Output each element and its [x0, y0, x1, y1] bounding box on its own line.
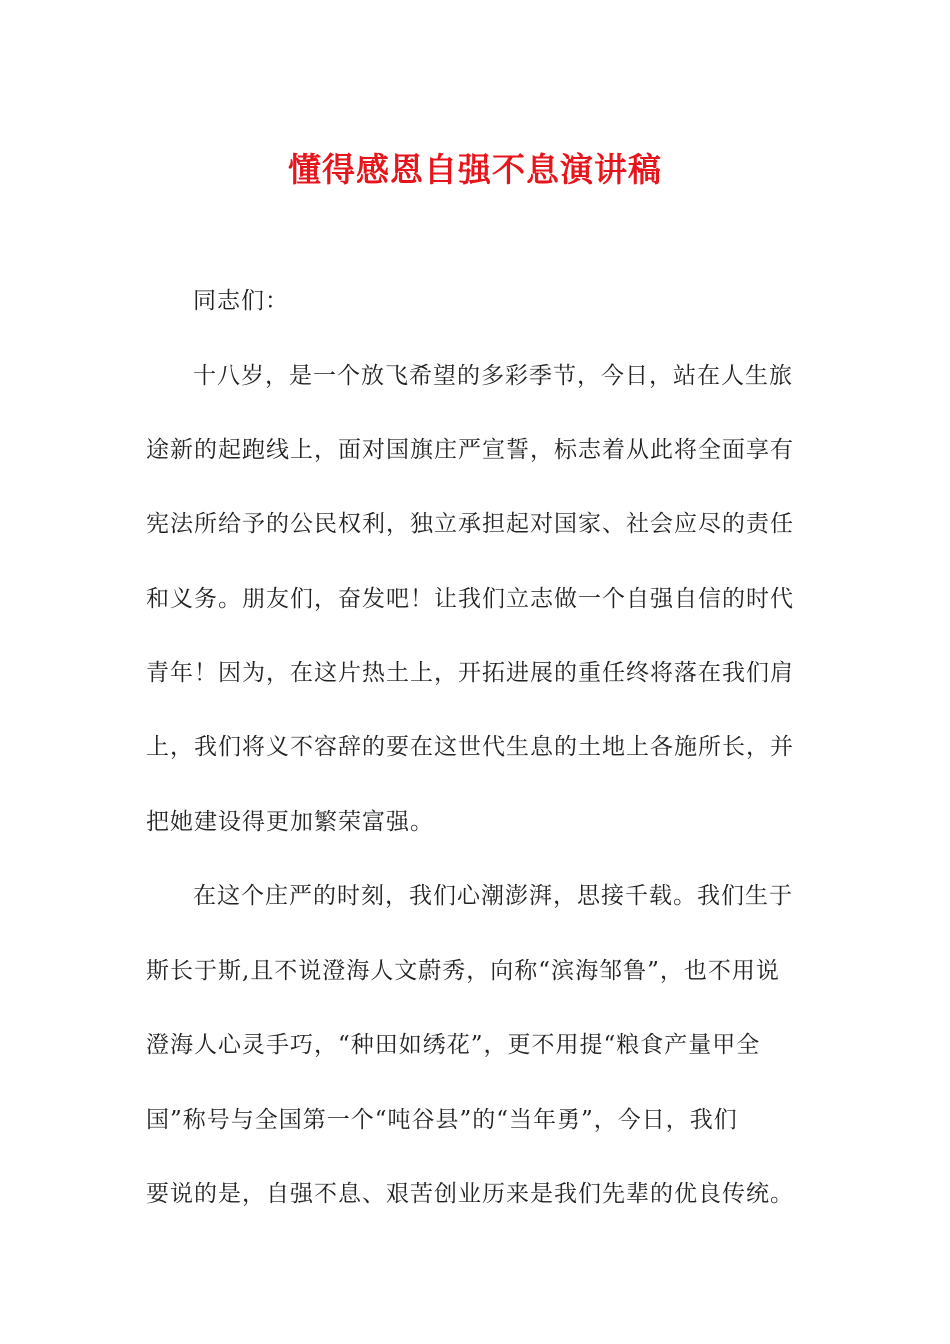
paragraph-2-line-5: 要说的是，自强不息、艰苦创业历来是我们先辈的优良传统。 [146, 1181, 794, 1207]
paragraph-2-line-3: 澄海人心灵手巧，“种田如绣花”，更不用提“粮食产量甲全 [146, 1032, 761, 1058]
paragraph-1-line-4: 和义务。朋友们，奋发吧！让我们立志做一个自强自信的时代 [146, 586, 794, 612]
paragraph-1-line-1: 十八岁，是一个放飞希望的多彩季节，今日，站在人生旅 [193, 363, 793, 389]
document-title: 懂得感恩自强不息演讲稿 [288, 150, 662, 189]
salutation: 同志们： [193, 288, 289, 314]
paragraph-1-line-5: 青年！因为，在这片热土上，开拓进展的重任终将落在我们肩 [146, 660, 794, 686]
paragraph-2-line-2: 斯长于斯,且不说澄海人文蔚秀，向称“滨海邹鲁”，也不用说 [146, 958, 780, 984]
paragraph-2-line-4: 国”称号与全国第一个“吨谷县”的“当年勇”，今日，我们 [146, 1107, 738, 1133]
paragraph-1-line-6: 上，我们将义不容辞的要在这世代生息的土地上各施所长，并 [146, 734, 794, 760]
paragraph-1-line-2: 途新的起跑线上，面对国旗庄严宣誓，标志着从此将全面享有 [146, 437, 794, 463]
paragraph-1-line-7: 把她建设得更加繁荣富强。 [146, 809, 434, 835]
paragraph-2-line-1: 在这个庄严的时刻，我们心潮澎湃，思接千载。我们生于 [193, 883, 793, 909]
paragraph-1-line-3: 宪法所给予的公民权利，独立承担起对国家、社会应尽的责任 [146, 511, 794, 537]
